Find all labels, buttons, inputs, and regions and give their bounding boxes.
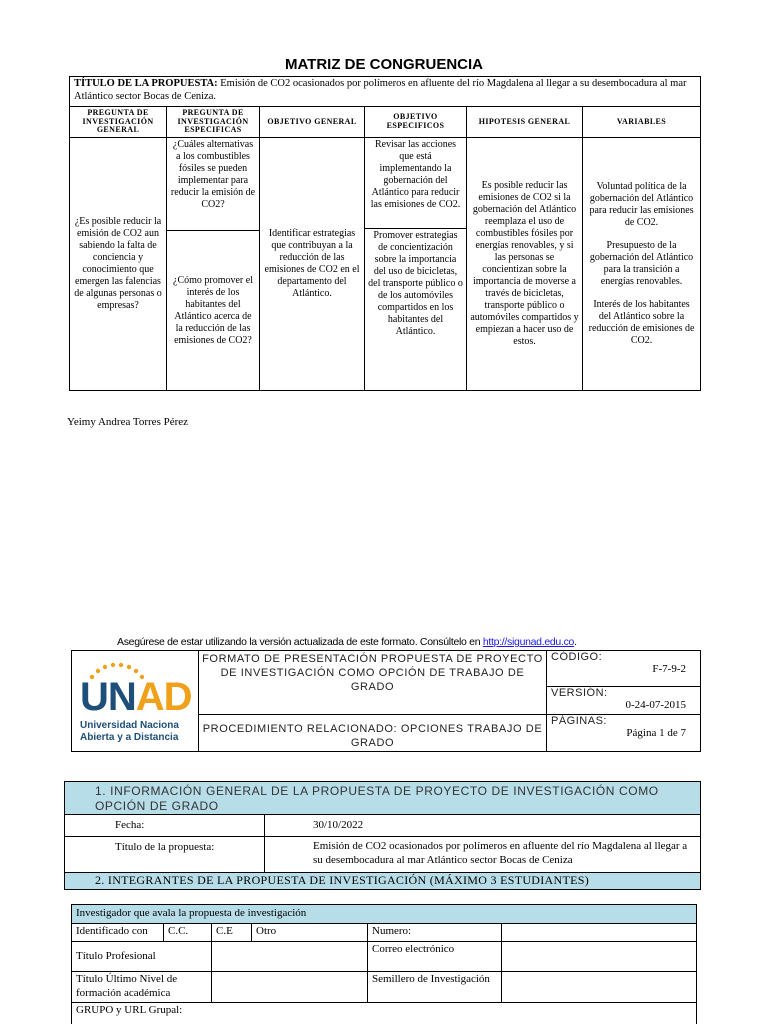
otro-option[interactable]: Otro [252, 924, 368, 942]
grupo-url-field[interactable] [72, 1002, 697, 1024]
logo-wordmark: UNAD [80, 675, 192, 719]
semillero-field[interactable] [502, 972, 697, 1003]
format-header-table [71, 650, 701, 752]
proposal-title-text: Emisión de CO2 ocasionados por polímeros en afluente del río Magdalena al llegar a su desembocadura al mar Atlántico sector Bocas de Ceniza. [74, 78, 687, 102]
procedure-text: PROCEDIMIENTO RELACIONADO: OPCIONES TRABAJO DE GRADO [199, 715, 547, 752]
codigo-cell [547, 651, 701, 687]
grupo-url-label: GRUPO y URL Grupal: [76, 1003, 183, 1016]
logo-cell [72, 651, 199, 752]
version-value: 0-24-07-2015 [625, 699, 686, 711]
variable-3: Interés de los habitantes del Atlántico sobre la reducción de emisiones de CO2. [588, 299, 695, 346]
header-preguntas-especificas: PREGUNTA DE INVESTIGACIÓN ESPECIFICAS [167, 107, 260, 138]
titulo-profesional-field[interactable] [212, 942, 368, 972]
hipotesis-cell: Es posible reducir las emisiones de CO2 si la gobernación del Atlántico reemplaza el uso de combustibles fósiles por energías renovables, y si las personas se concientizan sobre la importancia de moverse a través de bicicletas, transporte público o automóviles compartidos y empiezan a hacer uso de estos. [467, 138, 583, 391]
header-objetivo-general: OBJETIVO GENERAL [260, 107, 365, 138]
section-1-heading: 1. INFORMACIÓN GENERAL DE LA PROPUESTA DE PROYECTO DE INVESTIGACIÓN COMO OPCIÓN DE GRADO [65, 782, 701, 815]
codigo-value: F-7-9-2 [652, 663, 686, 675]
objetivo-especifico-2: Promover estrategias de concientización sobre la importancia del uso de bicicletas, del transporte público o de los automóviles compartidos en los habitantes del Atlántico. [368, 230, 463, 337]
notice-suffix: . [574, 636, 577, 648]
objetivos-especificos-cell [365, 138, 467, 391]
header-variables: VARIABLES [583, 107, 701, 138]
correo-field[interactable] [502, 942, 697, 972]
section-2-heading: 2. INTEGRANTES DE LA PROPUESTA DE INVESTIGACIÓN (MÁXIMO 3 ESTUDIANTES) [65, 873, 701, 890]
objetivo-especifico-1: Revisar las acciones que está implementando la gobernación del Atlántico para reducir las emisiones de CO2. [365, 138, 466, 229]
identificado-label: Identificado con [72, 924, 164, 942]
proposal-title-label: TÍTULO DE LA PROPUESTA: [74, 78, 218, 89]
cc-option[interactable]: C.C. [164, 924, 212, 942]
researchers-table [71, 904, 697, 1024]
header-hipotesis-general: HIPOTESIS GENERAL [467, 107, 583, 138]
format-title: FORMATO DE PRESENTACIÓN PROPUESTA DE PROYECTO DE INVESTIGACIÓN COMO OPCIÓN DE TRABAJO DE GRADO [199, 651, 547, 715]
version-notice [117, 636, 577, 648]
author-name: Yeimy Andrea Torres Pérez [67, 416, 189, 428]
titulo-ultimo-field[interactable] [212, 972, 368, 1003]
titulo-ultimo-label: Título Último Nivel de formación académica [72, 972, 212, 1003]
numero-label: Numero: [368, 924, 502, 942]
header-objetivos-especificos: OBJETIVO ESPECIFICOS [365, 107, 467, 138]
codigo-label: CÓDIGO: [551, 651, 603, 663]
proposal-title-cell [70, 77, 701, 107]
version-cell [547, 687, 701, 715]
notice-text: Asegúrese de estar utilizando la versión actualizada de este formato. Consúltelo en [117, 636, 483, 648]
paginas-cell [547, 715, 701, 752]
paginas-label: PÁGINAS: [551, 715, 607, 727]
titulo-propuesta-value[interactable]: Emisión de CO2 ocasionados por polímeros en afluente del río Magdalena al llegar a su desembocadura al mar Atlántico sector Bocas de Ceniza [265, 837, 701, 873]
paginas-value: Página 1 de 7 [626, 727, 686, 739]
ce-option[interactable]: C.E [212, 924, 252, 942]
version-label: VERSIÓN: [551, 687, 608, 699]
titulo-profesional-label: Título Profesional [72, 942, 212, 972]
unad-logo [80, 659, 192, 743]
preguntas-especificas-cell [167, 138, 260, 391]
pregunta-especifica-2: ¿Cómo promover el interés de los habitantes del Atlántico acerca de la reducción de las emisiones de CO2? [173, 274, 253, 346]
general-info-table [64, 781, 701, 890]
logo-line-2: Abierta y a Distancia [80, 732, 179, 743]
pregunta-especifica-1: ¿Cuáles alternativas a los combustibles fósiles se pueden implementar para reducir la emisión de CO2? [167, 138, 259, 231]
logo-line-1: Universidad Naciona [80, 720, 179, 731]
objetivo-general-cell: Identificar estrategias que contribuyan a la reducción de las emisiones de CO2 en el departamento del Atlántico. [260, 138, 365, 391]
matrix-title: MATRIZ DE CONGRUENCIA [284, 56, 484, 73]
fecha-label: Fecha: [65, 815, 265, 837]
semillero-label: Semillero de Investigación [368, 972, 502, 1003]
sigunad-link[interactable]: http://sigunad.edu.co [482, 636, 575, 648]
fecha-value[interactable]: 30/10/2022 [265, 815, 701, 837]
variable-2: Presupuesto de la gobernación del Atlántico para la transición a energías renovables. [589, 240, 694, 287]
header-pregunta-general: PREGUNTA DE INVESTIGACIÓN GENERAL [70, 107, 167, 138]
avala-heading: Investigador que avala la propuesta de investigación [72, 905, 697, 924]
numero-field[interactable] [502, 924, 697, 942]
titulo-propuesta-label: Título de la propuesta: [65, 837, 265, 873]
congruence-matrix-table [69, 76, 701, 391]
variables-cell [583, 138, 701, 391]
correo-label: Correo electrónico [368, 942, 502, 972]
pregunta-general-cell: ¿Es posible reducir la emisión de CO2 aun sabiendo la falta de conciencia y conocimiento que emergen las falencias de algunas personas o empresas? [70, 138, 167, 391]
variable-1: Voluntad política de la gobernación del Atlántico para reducir las emisiones de CO2. [589, 181, 694, 228]
